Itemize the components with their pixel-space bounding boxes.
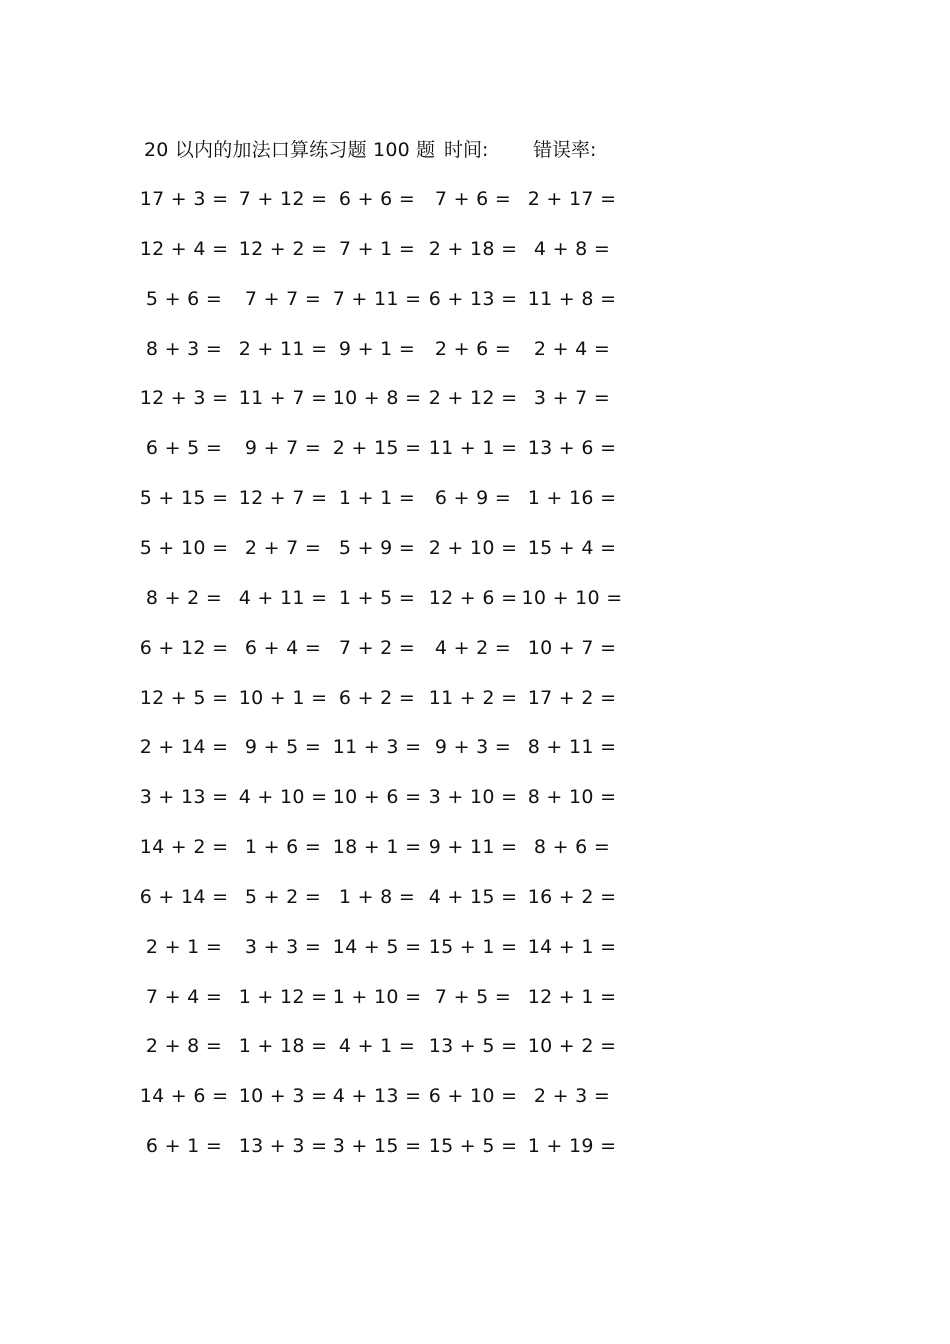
problem-item: 5 + 15 = bbox=[139, 487, 229, 510]
problem-item: 7 + 6 = bbox=[434, 188, 512, 210]
problem-item: 3 + 13 = bbox=[139, 786, 229, 809]
problem-item: 6 + 9 = bbox=[434, 487, 512, 510]
problem-item: 10 + 6 = bbox=[332, 786, 422, 809]
problem-item: 1 + 1 = bbox=[338, 487, 416, 510]
problem-item: 5 + 10 = bbox=[139, 536, 229, 559]
problem-item: 12 + 7 = bbox=[238, 487, 328, 510]
problem-item: 7 + 2 = bbox=[338, 636, 416, 659]
problem-item: 10 + 8 = bbox=[332, 387, 422, 410]
problem-item: 2 + 11 = bbox=[238, 337, 328, 360]
problem-item: 14 + 1 = bbox=[527, 935, 617, 958]
problem-item: 4 + 10 = bbox=[238, 786, 328, 809]
problem-item: 7 + 4 = bbox=[145, 985, 223, 1008]
problem-item: 6 + 14 = bbox=[139, 885, 229, 908]
problem-item: 11 + 8 = bbox=[527, 287, 617, 310]
problem-item: 4 + 11 = bbox=[238, 586, 328, 609]
error-rate-label: 错误率: bbox=[533, 139, 597, 161]
problem-item: 2 + 6 = bbox=[434, 337, 512, 360]
problem-item: 12 + 5 = bbox=[139, 686, 229, 709]
problem-item: 7 + 1 = bbox=[338, 237, 416, 260]
problem-item: 2 + 7 = bbox=[244, 536, 322, 559]
problem-item: 12 + 4 = bbox=[139, 237, 229, 260]
problem-item: 1 + 12 = bbox=[238, 985, 328, 1008]
problem-item: 5 + 6 = bbox=[145, 287, 223, 310]
problem-item: 11 + 2 = bbox=[428, 686, 518, 709]
problem-item: 11 + 3 = bbox=[332, 736, 422, 759]
problem-item: 6 + 5 = bbox=[145, 437, 223, 460]
problem-item: 12 + 3 = bbox=[139, 387, 229, 410]
problem-item: 5 + 9 = bbox=[338, 536, 416, 559]
problem-item: 8 + 11 = bbox=[527, 736, 617, 759]
problem-item: 1 + 6 = bbox=[244, 836, 322, 859]
problem-item: 6 + 12 = bbox=[139, 636, 229, 659]
problem-item: 4 + 1 = bbox=[338, 1035, 416, 1058]
problem-item: 2 + 10 = bbox=[428, 536, 518, 559]
problem-item: 11 + 1 = bbox=[428, 437, 518, 460]
problem-item: 2 + 14 = bbox=[139, 736, 229, 759]
problem-item: 7 + 12 = bbox=[238, 188, 328, 210]
problem-item: 1 + 19 = bbox=[527, 1135, 617, 1158]
problem-item: 8 + 2 = bbox=[145, 586, 223, 609]
problem-item: 12 + 2 = bbox=[238, 237, 328, 260]
problem-item: 12 + 1 = bbox=[527, 985, 617, 1008]
problem-item: 2 + 15 = bbox=[332, 437, 422, 460]
problem-item: 11 + 7 = bbox=[238, 387, 328, 410]
problem-item: 5 + 2 = bbox=[244, 885, 322, 908]
problem-item: 1 + 10 = bbox=[332, 985, 422, 1008]
problem-item: 9 + 7 = bbox=[244, 437, 322, 460]
problem-item: 6 + 2 = bbox=[338, 686, 416, 709]
problem-item: 6 + 6 = bbox=[338, 188, 416, 210]
problem-item: 15 + 1 = bbox=[428, 935, 518, 958]
problem-item: 3 + 15 = bbox=[332, 1135, 422, 1158]
problem-item: 2 + 8 = bbox=[145, 1035, 223, 1058]
problem-item: 8 + 10 = bbox=[527, 786, 617, 809]
problem-item: 8 + 6 = bbox=[533, 836, 611, 859]
problem-item: 2 + 3 = bbox=[533, 1085, 611, 1108]
problem-item: 9 + 3 = bbox=[434, 736, 512, 759]
problem-item: 4 + 8 = bbox=[533, 237, 611, 260]
problem-item: 1 + 16 = bbox=[527, 487, 617, 510]
problem-item: 6 + 1 = bbox=[145, 1135, 223, 1158]
problem-item: 10 + 3 = bbox=[238, 1085, 328, 1108]
problem-item: 17 + 2 = bbox=[527, 686, 617, 709]
time-label: 时间: bbox=[444, 139, 489, 161]
problem-item: 7 + 7 = bbox=[244, 287, 322, 310]
problem-item: 8 + 3 = bbox=[145, 337, 223, 360]
problem-item: 2 + 17 = bbox=[527, 188, 617, 210]
problem-item: 15 + 5 = bbox=[428, 1135, 518, 1158]
problem-item: 4 + 2 = bbox=[434, 636, 512, 659]
problem-item: 17 + 3 = bbox=[139, 188, 229, 210]
problem-item: 9 + 5 = bbox=[244, 736, 322, 759]
problem-item: 2 + 1 = bbox=[145, 935, 223, 958]
problem-item: 9 + 1 = bbox=[338, 337, 416, 360]
problem-item: 9 + 11 = bbox=[428, 836, 518, 859]
problem-item: 2 + 12 = bbox=[428, 387, 518, 410]
worksheet-title: 20 以内的加法口算练习题 100 题 bbox=[144, 139, 436, 161]
problem-item: 6 + 10 = bbox=[428, 1085, 518, 1108]
problem-item: 15 + 4 = bbox=[527, 536, 617, 559]
problem-item: 14 + 2 = bbox=[139, 836, 229, 859]
problem-item: 7 + 5 = bbox=[434, 985, 512, 1008]
problem-item: 6 + 4 = bbox=[244, 636, 322, 659]
problem-item: 13 + 6 = bbox=[527, 437, 617, 460]
problem-item: 1 + 5 = bbox=[338, 586, 416, 609]
problem-item: 6 + 13 = bbox=[428, 287, 518, 310]
problem-item: 13 + 3 = bbox=[238, 1135, 328, 1158]
problem-item: 2 + 18 = bbox=[428, 237, 518, 260]
problem-item: 10 + 1 = bbox=[238, 686, 328, 709]
problem-item: 7 + 11 = bbox=[332, 287, 422, 310]
problem-item: 4 + 13 = bbox=[332, 1085, 422, 1108]
problem-item: 13 + 5 = bbox=[428, 1035, 518, 1058]
problem-item: 16 + 2 = bbox=[527, 885, 617, 908]
problem-item: 3 + 10 = bbox=[428, 786, 518, 809]
problem-item: 3 + 3 = bbox=[244, 935, 322, 958]
problem-item: 10 + 2 = bbox=[527, 1035, 617, 1058]
problem-item: 14 + 5 = bbox=[332, 935, 422, 958]
problem-item: 14 + 6 = bbox=[139, 1085, 229, 1108]
problem-item: 10 + 10 = bbox=[521, 586, 623, 609]
problem-item: 2 + 4 = bbox=[533, 337, 611, 360]
problem-item: 1 + 18 = bbox=[238, 1035, 328, 1058]
problem-item: 3 + 7 = bbox=[533, 387, 611, 410]
problem-item: 4 + 15 = bbox=[428, 885, 518, 908]
problem-item: 10 + 7 = bbox=[527, 636, 617, 659]
problem-item: 12 + 6 = bbox=[428, 586, 518, 609]
problem-item: 18 + 1 = bbox=[332, 836, 422, 859]
problem-item: 1 + 8 = bbox=[338, 885, 416, 908]
